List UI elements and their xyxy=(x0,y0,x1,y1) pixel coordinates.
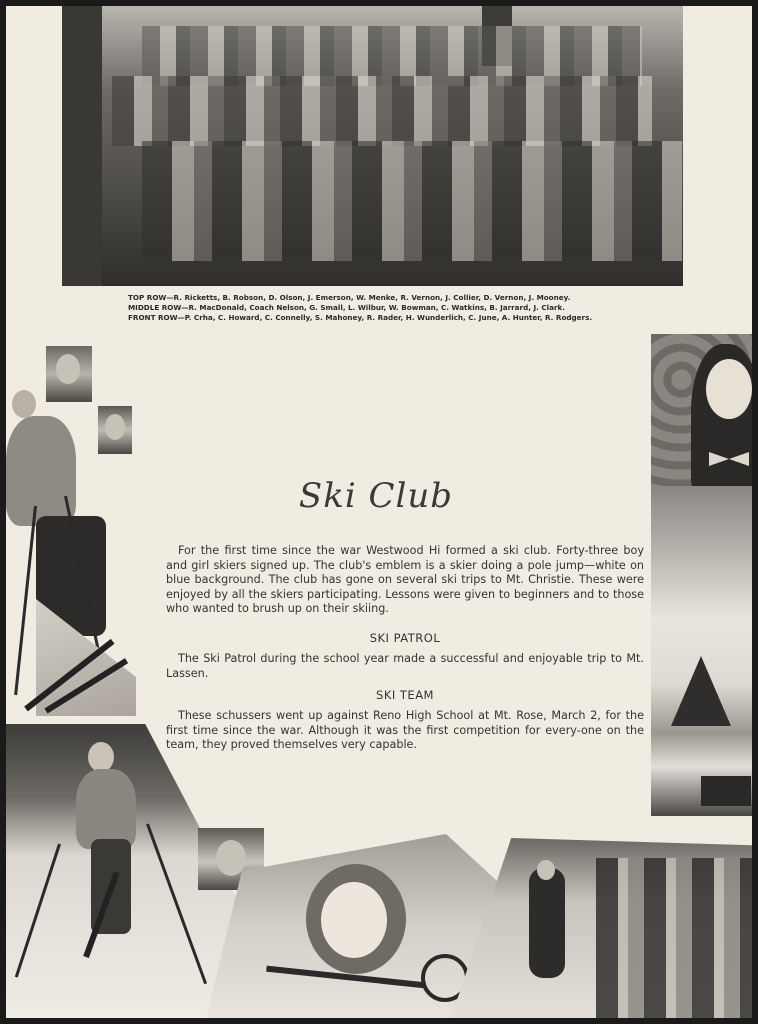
caption-front-row: FRONT ROW—P. Crha, C. Howard, C. Connelly, S. Mahoney, R. Rader, H. Wunderlich, C. June, A. Hunter, R. Rodgers. xyxy=(128,313,593,322)
ski-patrol-heading: SKI PATROL xyxy=(369,631,441,645)
ski-team-paragraph: These schussers went up against Reno High School at Mt. Rose, March 2, for the first time since the war. Although it was the first competition for every-one on the team, they proved themselves very capable. xyxy=(166,709,644,751)
standing-skier-photo xyxy=(6,386,136,716)
ski-group-photo xyxy=(451,838,752,1018)
ski-team-heading: SKI TEAM xyxy=(376,688,434,702)
snowy-slope-photo xyxy=(651,486,752,816)
ski-patrol-paragraph: The Ski Patrol during the school year made a successful and enjoyable trip to Mt. Lassen. xyxy=(166,652,644,680)
group-photo-caption xyxy=(128,293,622,323)
caption-top-row: TOP ROW—R. Ricketts, B. Robson, D. Olson, J. Emerson, W. Menke, R. Vernon, J. Collier, D. Vernon, J. Mooney. xyxy=(128,293,571,302)
girl-portrait-photo xyxy=(651,334,752,486)
yearbook-page xyxy=(6,6,752,1018)
caption-middle-row: MIDDLE ROW—R. MacDonald, Coach Nelson, G. Small, L. Wilbur, W. Bowman, C. Watkins, B. Jarrard, J. Clark. xyxy=(128,303,566,312)
intro-paragraph: For the first time since the war Westwood Hi formed a ski club. Forty-three boy and girl skiers signed up. The club's emblem is a skier doing a pole jump—white on blue background. The club has gone on several ski trips to Mt. Christie. These were enjoyed by all the skiers participating. Lessons were given to beginners and to those who wanted to brush up on their skiing. xyxy=(166,544,644,615)
group-photo xyxy=(62,6,683,286)
page-title: Ski Club xyxy=(298,476,454,516)
